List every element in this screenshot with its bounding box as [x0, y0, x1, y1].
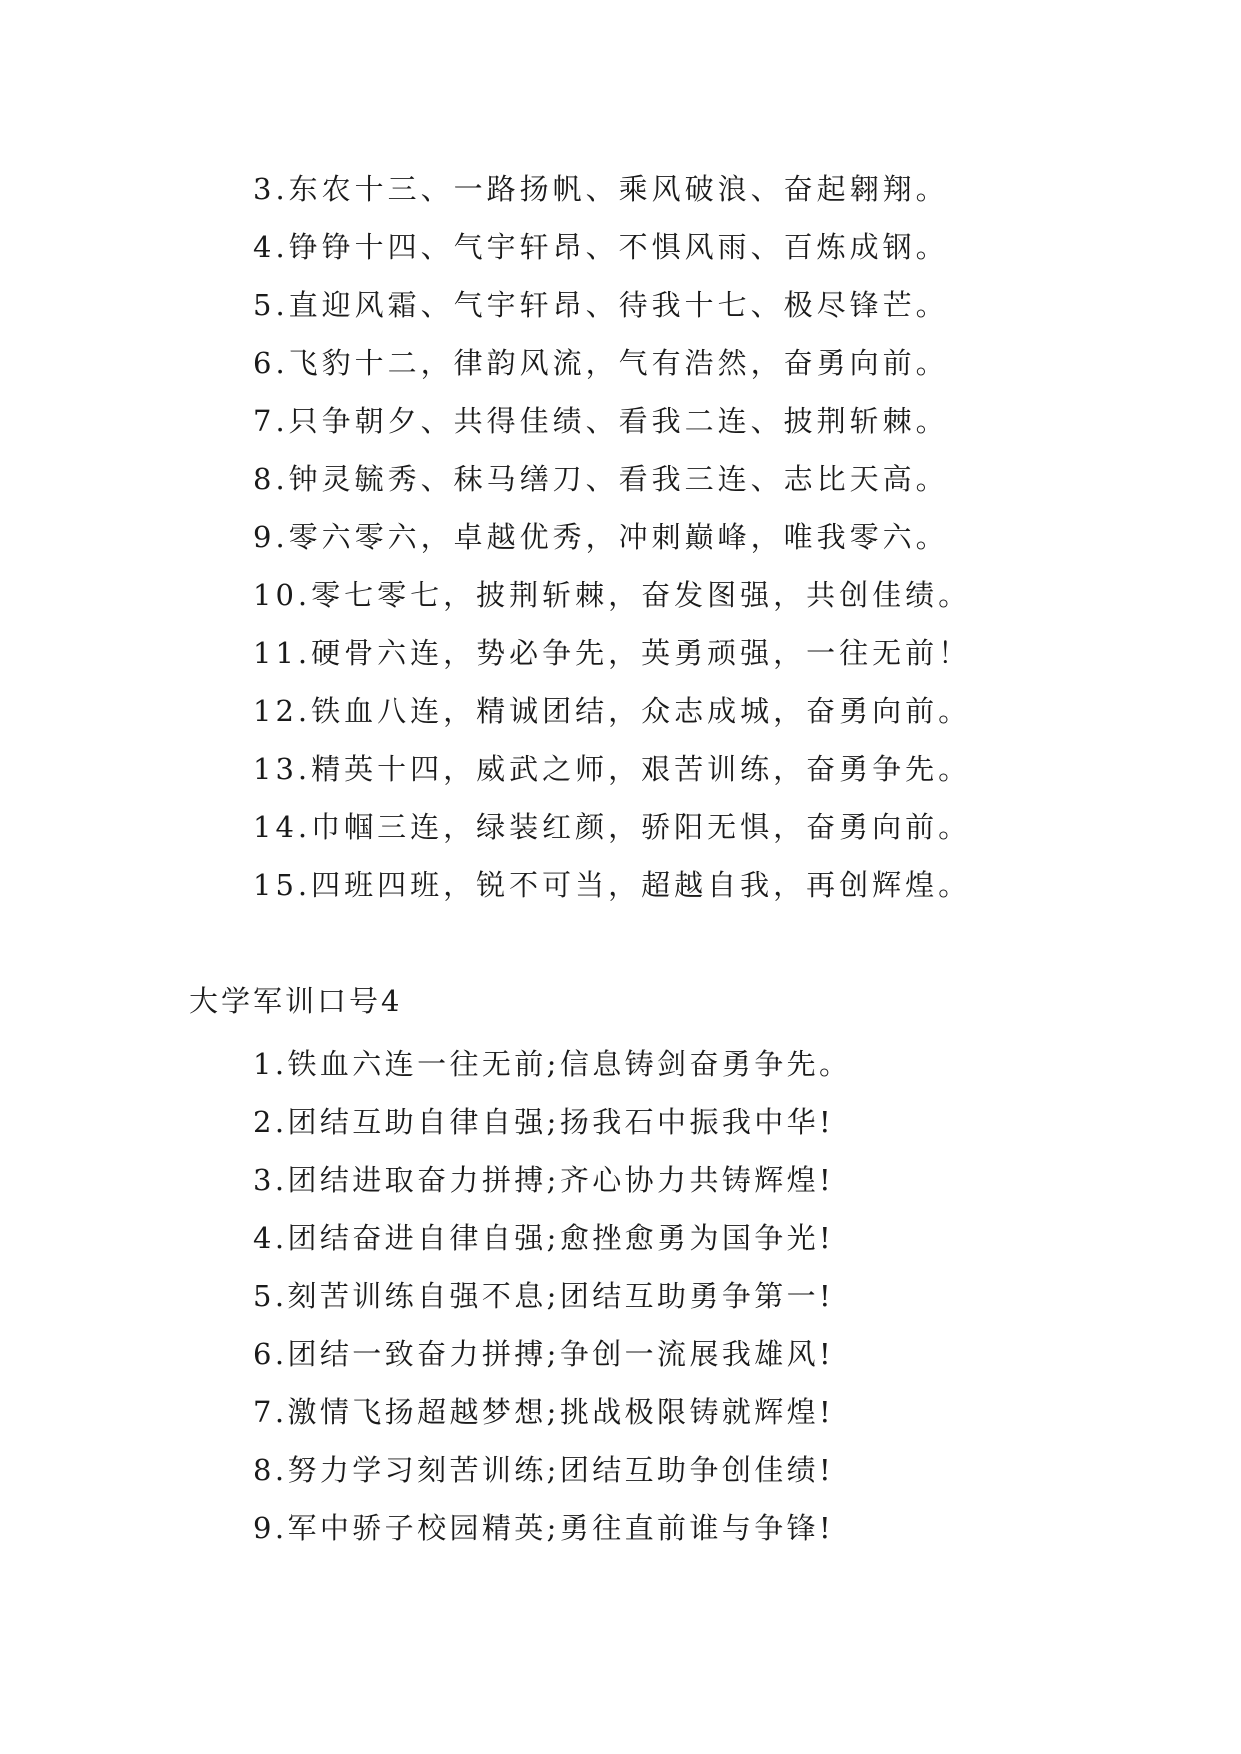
slogan-line: 9.零六零六，卓越优秀，冲刺巅峰，唯我零六。	[253, 520, 949, 554]
slogan-line: 3.团结进取奋力拼搏;齐心协力共铸辉煌!	[253, 1163, 835, 1197]
section-heading: 大学军训口号4	[189, 984, 403, 1018]
slogan-line: 2.团结互助自律自强;扬我石中振我中华!	[253, 1105, 835, 1139]
slogan-line: 10.零七零七，披荆斩棘，奋发图强，共创佳绩。	[253, 578, 972, 612]
slogan-line: 4.铮铮十四、气宇轩昂、不惧风雨、百炼成钢。	[253, 230, 949, 264]
slogan-line: 8.努力学习刻苦训练;团结互助争创佳绩!	[253, 1453, 835, 1487]
slogan-line: 3.东农十三、一路扬帆、乘风破浪、奋起翱翔。	[253, 172, 949, 206]
slogan-line: 7.激情飞扬超越梦想;挑战极限铸就辉煌!	[253, 1395, 835, 1429]
slogan-line: 1.铁血六连一往无前;信息铸剑奋勇争先。	[253, 1047, 852, 1081]
slogan-line: 5.刻苦训练自强不息;团结互助勇争第一!	[253, 1279, 835, 1313]
slogan-line: 14.巾帼三连，绿装红颜，骄阳无惧，奋勇向前。	[253, 810, 972, 844]
slogan-line: 5.直迎风霜、气宇轩昂、待我十七、极尽锋芒。	[253, 288, 949, 322]
slogan-line: 7.只争朝夕、共得佳绩、看我二连、披荆斩棘。	[253, 404, 949, 438]
slogan-line: 4.团结奋进自律自强;愈挫愈勇为国争光!	[253, 1221, 835, 1255]
slogan-line: 13.精英十四，威武之师，艰苦训练，奋勇争先。	[253, 752, 972, 786]
slogan-line: 15.四班四班，锐不可当，超越自我，再创辉煌。	[253, 868, 972, 902]
slogan-list-continued	[253, 160, 971, 914]
slogan-line: 11.硬骨六连，势必争先，英勇顽强，一往无前！	[253, 636, 972, 670]
slogan-line: 12.铁血八连，精诚团结，众志成城，奋勇向前。	[253, 694, 972, 728]
slogan-line: 8.钟灵毓秀、秣马缮刀、看我三连、志比天高。	[253, 462, 949, 496]
slogan-list-4	[253, 1035, 851, 1557]
slogan-line: 9.军中骄子校园精英;勇往直前谁与争锋!	[253, 1511, 835, 1545]
slogan-line: 6.团结一致奋力拼搏;争创一流展我雄风!	[253, 1337, 835, 1371]
slogan-line: 6.飞豹十二，律韵风流，气有浩然，奋勇向前。	[253, 346, 949, 380]
